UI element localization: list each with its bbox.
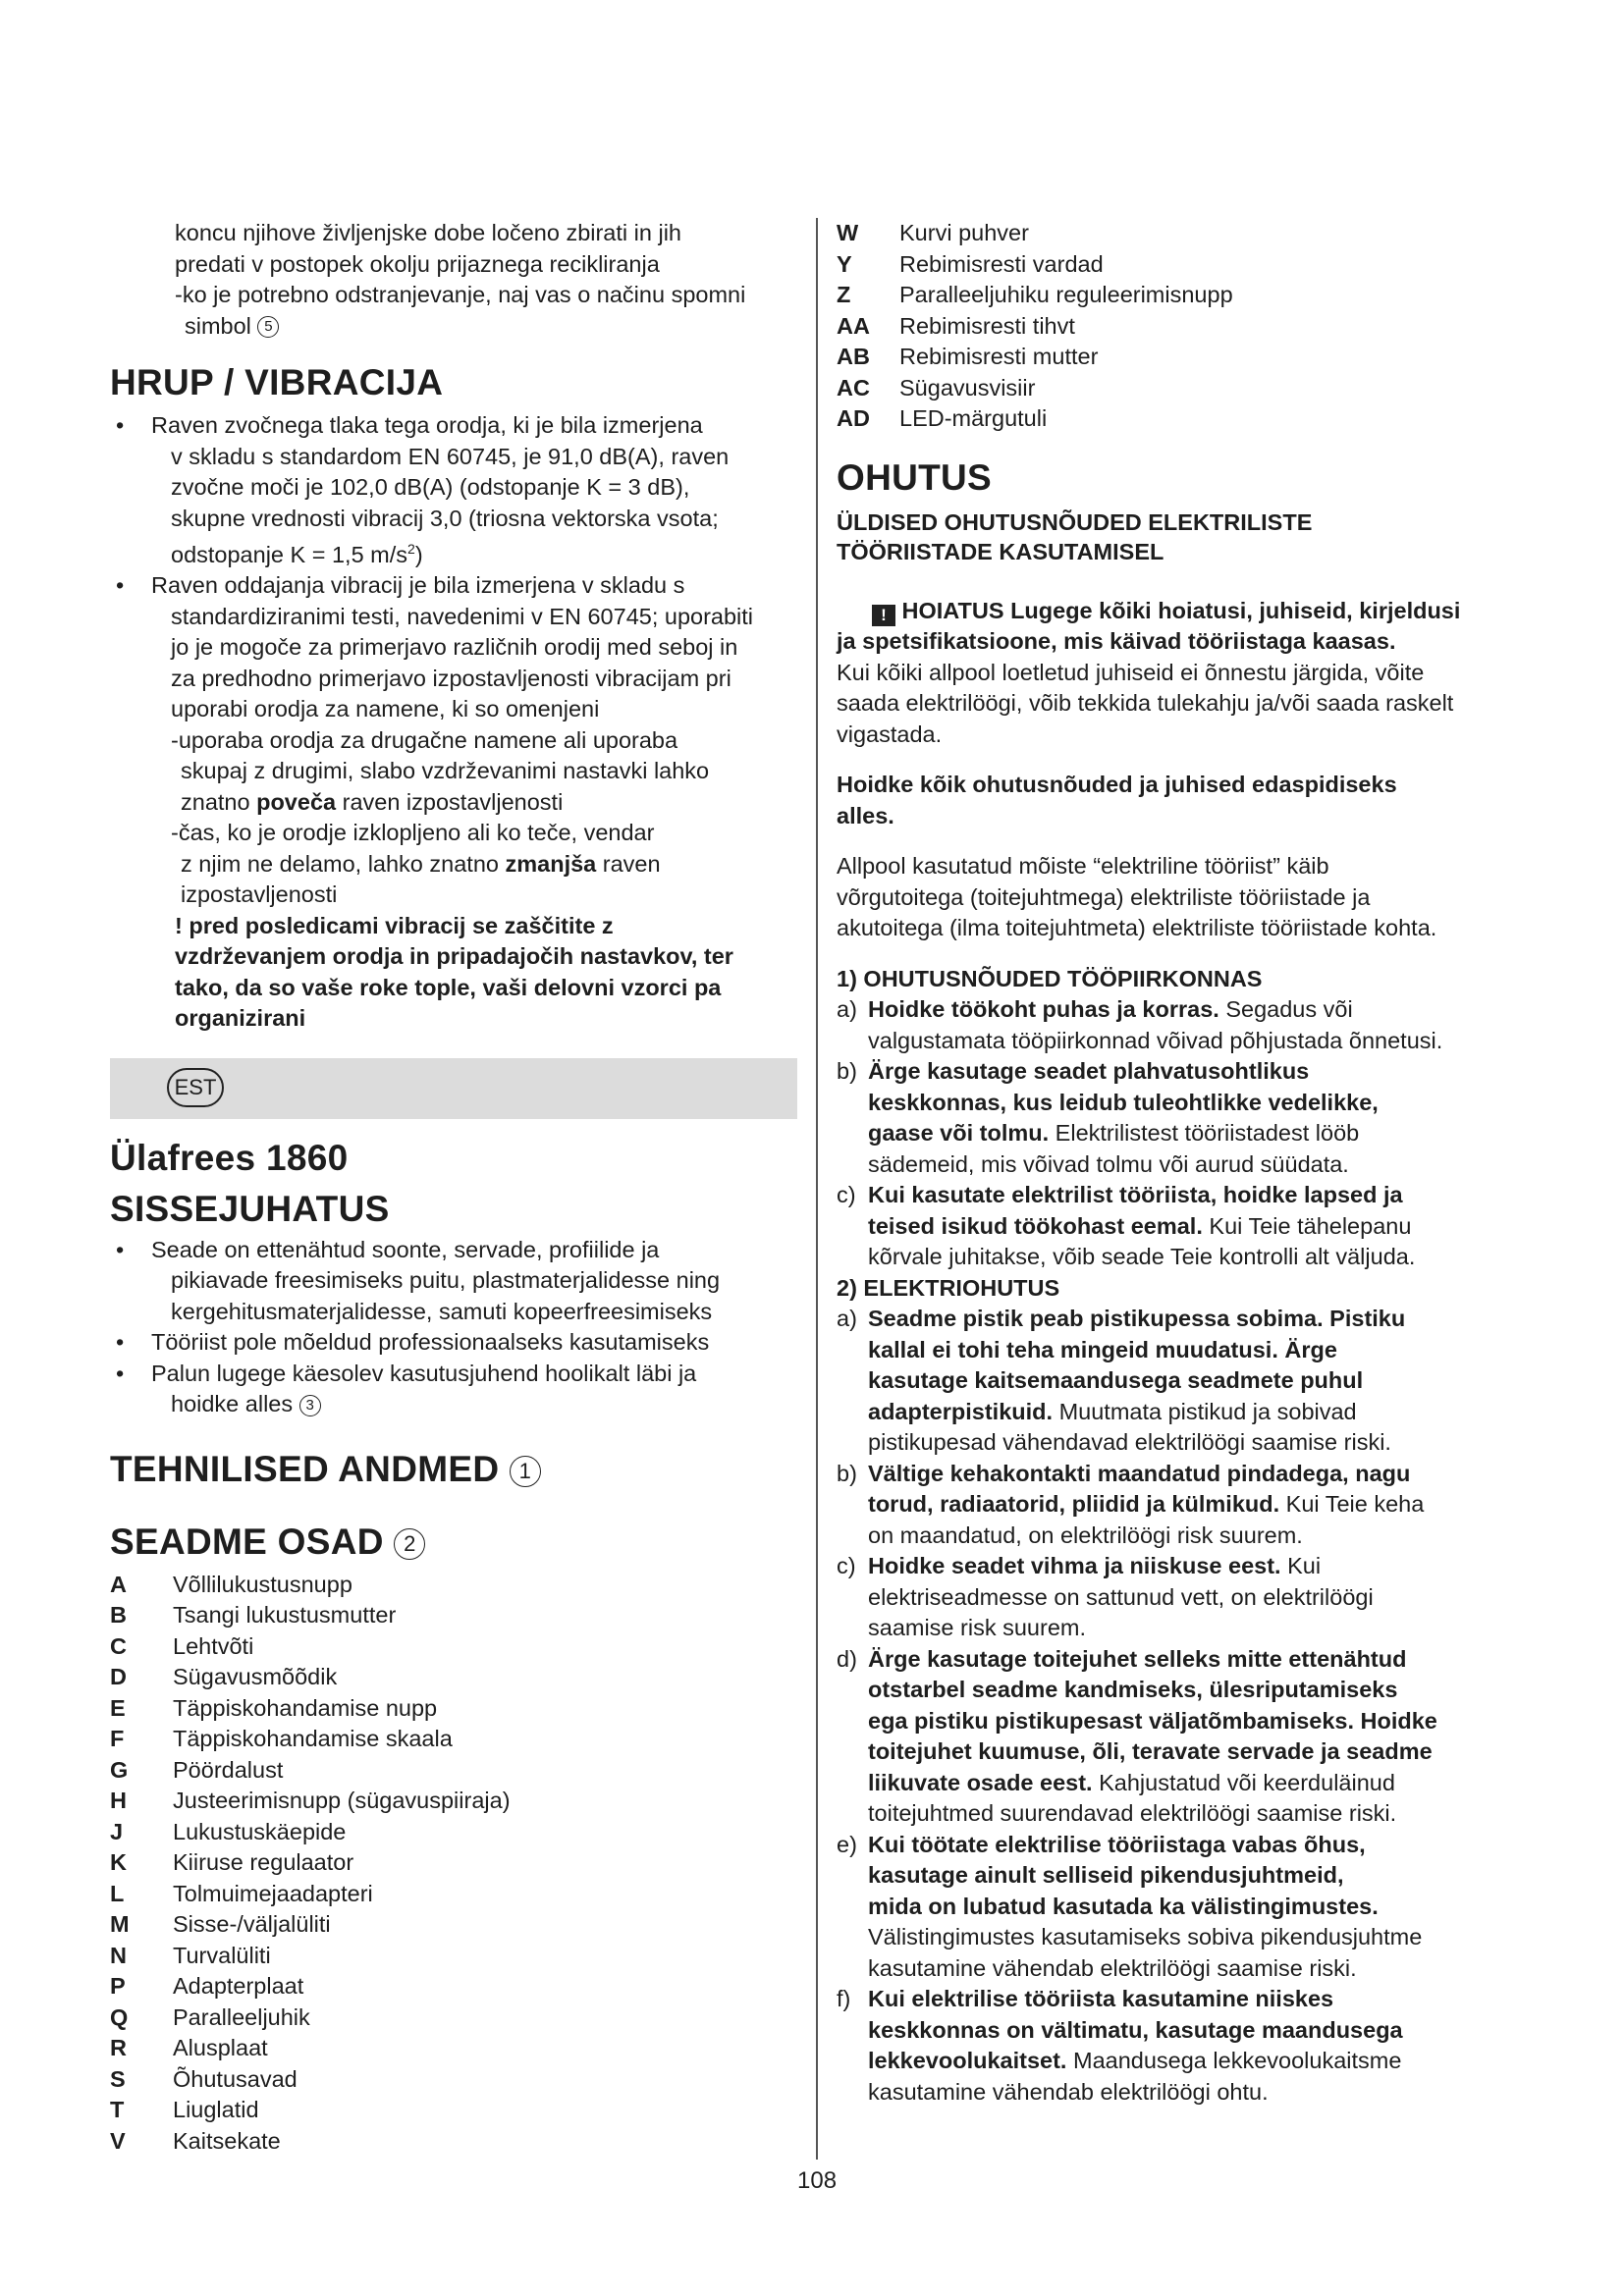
section-heading: 2) ELEKTRIOHUTUS — [837, 1274, 1060, 1301]
list-item: c) Hoidke seadet vihma ja niiskuse eest. Kui elektriseadmesse on sattunud vett, on elektrilöögi saamise risk suurem. — [837, 1553, 1374, 1640]
warning-triangle-icon: ! — [872, 605, 895, 626]
dash-item: -uporaba orodja za drugačne namene ali uporaba skupaj z drugimi, slabo vzdrževanimi nastavki lahko znatno poveča raven izpostavljenosti -čas, ko je orodje izklopljeno ali ko teče, vendar z njim ne delamo, lahko znatno zmanjša raven izpostavljenosti — [171, 726, 710, 908]
list-item: • Palun lugege käesolev kasutusjuhend hoolikalt läbi ja hoidke alles 3 — [110, 1359, 797, 1420]
symbol-1-icon: 1 — [510, 1456, 541, 1487]
text-line: predati v postopek okolju prijaznega recikliranja — [175, 250, 660, 277]
tech-heading: TEHNILISED ANDMED 1 — [110, 1448, 797, 1491]
list-item: • Raven oddajanja vibracij je bila izmerjena v skladu s standardiziranimi testi, navedenimi v EN 60745; uporabiti jo je mogoče za primerjavo različnih orodij med seboj in za predhodno primerjavo izpostavljenosti vibracijam pri uporabi orodja za namene, ki so omenjeni — [110, 570, 797, 725]
text-line: koncu njihove življenjske dobe ločeno zbirati in jih — [175, 220, 681, 245]
intro-heading: SISSEJUHATUS — [110, 1188, 390, 1229]
parts-heading: SEADME OSAD 2 — [110, 1521, 797, 1564]
language-badge-est: EST — [167, 1068, 224, 1107]
list-item: b) Ärge kasutage seadet plahvatusohtlikus keskkonnas, kus leidub tuleohtlikke vedelikke, gaase või tolmu. Elektrilistest tööriistadest lööb sädemeid, mis võivad tolmu või aurud süüdata. — [837, 1058, 1379, 1177]
text-line: -ko je potrebno odstranjevanje, naj vas o načinu spomni — [175, 282, 746, 307]
language-band — [110, 1058, 797, 1119]
text-line: simbol 5 — [175, 311, 797, 343]
column-divider — [816, 218, 818, 2160]
list-item: f) Kui elektrilise tööriista kasutamine niiskes keskkonnas on vältimatu, kasutage maandusega lekkevoolukaitset. Maandusega lekkevoolukaitsme kasutamine vähendab elektrilöögi ohtu. — [837, 1986, 1403, 2105]
list-item: • Tööriist pole mõeldud professionaalseks kasutamiseks — [110, 1327, 797, 1359]
general-safety-heading: ÜLDISED OHUTUSNÕUDED ELEKTRILISTE TÖÖRIISTADE KASUTAMISEL — [837, 508, 1313, 564]
parts-list-continued: W Kurvi puhver Y Rebimisresti vardad Z Paralleeljuhiku reguleerimisnupp AA Rebimisresti tihvt AB Rebimisresti mutter AC Sügavusvisiir AD LED-märgutuli — [837, 220, 1233, 431]
list-item: • Raven zvočnega tlaka tega orodja, ki je bila izmerjena v skladu s standardom EN 60745, je 91,0 dB(A), raven zvočne moči je 102,0 dB(A) (odstopanje K = 3 dB), skupne vrednosti vibracij 3,0 (triosna vektorska vsota; odstopanje K = 1,5 $m/s^2$) — [110, 410, 797, 570]
list-item: a) Hoidke töökoht puhas ja korras. Segadus või valgustamata tööpiirkonnad võivad põhjustada õnnetusi. — [837, 996, 1443, 1053]
symbol-2-icon: 2 — [394, 1528, 425, 1560]
term-definition: Allpool kasutatud mõiste “elektriline tööriist” käib võrgutoitega (toitejuhtmega) elektriliste tööriistade ja akutoitega (ilma toitejuhtmeta) elektriliste tööriistade kohta. — [837, 853, 1437, 940]
section-heading: 1) OHUTUSNÕUDED TÖÖPIIRKONNAS — [837, 965, 1263, 991]
page-number: 108 — [797, 2167, 838, 2194]
symbol-3-icon: 3 — [299, 1395, 321, 1416]
safety-sections — [837, 964, 1524, 2109]
list-item: b) Vältige kehakontakti maandatud pindadega, nagu torud, radiaatorid, pliidid ja külmikud. Kui Teie keha on maandatud, on elektrilöögi risk suurem. — [837, 1460, 1425, 1548]
list-item: e) Kui töötate elektrilise tööriistaga vabas õhus, kasutage ainult selliseid pikendusjuhtmeid, mida on lubatud kasutada ka välistingimustes. Välistingimustes kasutamiseks sobiva pikendusjuhtme kasutamine vähendab elektrilöögi saamise riski. — [837, 1831, 1423, 1981]
noise-bullets — [110, 410, 797, 1035]
noise-heading: HRUP / VIBRACIJA — [110, 362, 444, 402]
intro-bullets — [110, 1235, 797, 1420]
list-item: d) Ärge kasutage toitejuhet selleks mitte ettenähtud otstarbel seadme kandmiseks, ülesriputamiseks ega pistiku pistikupesast väljatõmbamiseks. Hoidke toitejuhet kuumuse, õli, teravate servade ja seadme liikuvate osade eest. Kahjustatud või keerduläinud toitejuhtmed suurendavad elektrilöögi saamise riski. — [837, 1645, 1437, 1826]
safety-heading: OHUTUS — [837, 456, 993, 498]
warning-block: ! HOIATUS Lugege kõiki hoiatusi, juhiseid, kirjeldusi ja spetsifikatsioone, mis käivad tööriistaga kaasas. Kui kõiki allpool loetletud juhiseid ei õnnestu järgida, võite saada elektrilöögi, võib tekkida tulekahju ja/või saada raskelt vigastada. — [837, 597, 1461, 747]
list-item: c) Kui kasutate elektrilist tööriista, hoidke lapsed ja teised isikud töökohast eemal. Kui Teie tähelepanu kõrvale juhitakse, võib seade Teie kontrolli alt väljuda. — [837, 1182, 1416, 1269]
list-item: a) Seadme pistik peab pistikupessa sobima. Pistiku kallal ei tohi teha mingeid muudatusi. Ärge kasutage kaitsemaandusega seadmete puhul adapterpistikuid. Muutmata pistikud ja sobivad pistikupesad vähendavad elektrilöögi saamise riski. — [837, 1306, 1406, 1455]
keep-instructions: Hoidke kõik ohutusnõuded ja juhised edaspidiseks alles. — [837, 772, 1397, 828]
list-item: • Seade on ettenähtud soonte, servade, profiilide ja pikiavade freesimiseks puitu, plastmaterjalidesse ning kergehitusmaterjalidesse, samuti kopeerfreesimiseks — [110, 1235, 797, 1328]
disposal-text — [110, 218, 797, 342]
left-column — [110, 218, 797, 2157]
symbol-5-icon: 5 — [257, 316, 279, 338]
parts-list: A Võllilukustusnupp B Tsangi lukustusmutter C Lehtvõti D Sügavusmõõdik E Täppiskohandamise nupp F Täppiskohandamise skaala G Pöördalust H Justeerimisnupp (sügavuspiiraja) J Lukustuskäepide K Kiiruse regulaator L Tolmuimejaadapteri M Sisse-/väljalüliti N Turvalüliti P Adapterplaat Q Paralleeljuhik R Alusplaat S Õhutusavad T Liuglatid V Kaitsekate — [110, 1571, 511, 2154]
right-column — [837, 218, 1524, 2108]
vibration-warning: ! pred posledicami vibracij se zaščitite z vzdrževanjem orodja in pripadajočih nastavkov, ter tako, da so vaše roke tople, vaši delovni vzorci pa organizirani — [175, 912, 733, 1032]
product-title: Ülafrees 1860 — [110, 1137, 349, 1178]
